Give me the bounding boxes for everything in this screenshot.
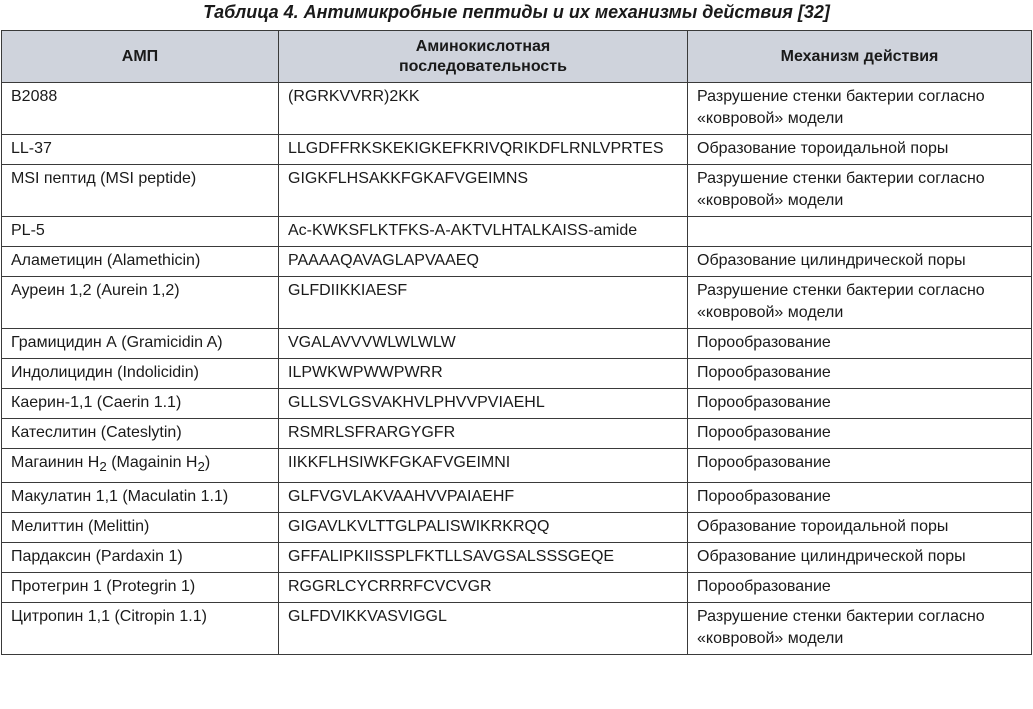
cell-amp: B2088 (2, 83, 279, 135)
cell-amp: Аламетицин (Alamethicin) (2, 247, 279, 277)
cell-amp: Макулатин 1,1 (Maculatin 1.1) (2, 483, 279, 513)
cell-sequence: GFFALIPKIISSPLFKTLLSAVGSALSSSGEQE (279, 543, 688, 573)
cell-mechanism: Образование цилиндрической поры (688, 543, 1032, 573)
table-row (2, 277, 1032, 329)
table-row (2, 329, 1032, 359)
table-row (2, 483, 1032, 513)
cell-amp: Грамицидин А (Gramicidin A) (2, 329, 279, 359)
cell-mechanism: Разрушение стенки бактерии согласно «ковровой» модели (688, 83, 1032, 135)
table-row (2, 247, 1032, 277)
cell-mechanism: Образование тороидальной поры (688, 513, 1032, 543)
cell-amp: Ауреин 1,2 (Aurein 1,2) (2, 277, 279, 329)
cell-mechanism: Разрушение стенки бактерии согласно «ковровой» модели (688, 603, 1032, 655)
cell-amp: Протегрин 1 (Protegrin 1) (2, 573, 279, 603)
cell-mechanism: Разрушение стенки бактерии согласно «ковровой» модели (688, 277, 1032, 329)
cell-mechanism: Порообразование (688, 329, 1032, 359)
table-row (2, 135, 1032, 165)
amp-table (1, 30, 1032, 655)
cell-sequence: GLFDIIKKIAESF (279, 277, 688, 329)
cell-mechanism (688, 217, 1032, 247)
header-amp: АМП (2, 31, 279, 83)
table-row (2, 359, 1032, 389)
table-row (2, 419, 1032, 449)
table-row (2, 217, 1032, 247)
cell-sequence: RGGRLCYCRRRFCVCVGR (279, 573, 688, 603)
table-row (2, 543, 1032, 573)
cell-sequence: RSMRLSFRARGYGFR (279, 419, 688, 449)
cell-sequence: GLFDVIKKVASVIGGL (279, 603, 688, 655)
cell-sequence: LLGDFFRKSKEKIGKEFKRIVQRIKDFLRNLVPRTES (279, 135, 688, 165)
table-row (2, 573, 1032, 603)
table-row (2, 83, 1032, 135)
cell-mechanism: Разрушение стенки бактерии согласно «ковровой» модели (688, 165, 1032, 217)
cell-amp: Пардаксин (Pardaxin 1) (2, 543, 279, 573)
table-row (2, 449, 1032, 483)
cell-amp: PL-5 (2, 217, 279, 247)
table-header-row (2, 31, 1032, 83)
cell-sequence: GLLSVLGSVAKHVLPHVVPVIAEHL (279, 389, 688, 419)
header-sequence: Аминокислотная последовательность (279, 31, 688, 83)
cell-sequence: Ac-KWKSFLKTFKS-A-AKTVLHTALKAISS-amide (279, 217, 688, 247)
cell-mechanism: Порообразование (688, 389, 1032, 419)
cell-mechanism: Порообразование (688, 449, 1032, 483)
table-row (2, 165, 1032, 217)
cell-sequence: VGALAVVVWLWLWLW (279, 329, 688, 359)
amp-name-part: ) (204, 454, 211, 471)
cell-sequence: PAAAAQAVAGLAPVAAEQ (279, 247, 688, 277)
cell-mechanism: Порообразование (688, 483, 1032, 513)
cell-sequence: GIGKFLHSAKKFGKAFVGEIMNS (279, 165, 688, 217)
amp-name-part: Магаинин H (11, 454, 100, 471)
cell-mechanism: Порообразование (688, 359, 1032, 389)
table-caption: Таблица 4. Антимикробные пептиды и их механизмы действия [32] (203, 2, 830, 22)
cell-amp: Катеслитин (Cateslytin) (2, 419, 279, 449)
cell-amp: Мелиттин (Melittin) (2, 513, 279, 543)
header-mechanism: Механизм действия (688, 31, 1032, 83)
cell-sequence: (RGRKVVRR)2KK (279, 83, 688, 135)
cell-amp: Каерин-1,1 (Caerin 1.1) (2, 389, 279, 419)
table-row (2, 513, 1032, 543)
cell-amp (2, 449, 279, 483)
cell-sequence: GIGAVLKVLTTGLPALISWIKRKRQQ (279, 513, 688, 543)
cell-amp: LL-37 (2, 135, 279, 165)
table-row (2, 389, 1032, 419)
cell-mechanism: Порообразование (688, 419, 1032, 449)
cell-mechanism: Порообразование (688, 573, 1032, 603)
amp-name-part: (Magainin H (106, 454, 198, 471)
subscript: 2 (197, 459, 205, 475)
cell-amp: MSI пептид (MSI peptide) (2, 165, 279, 217)
table-row (2, 603, 1032, 655)
cell-mechanism: Образование цилиндрической поры (688, 247, 1032, 277)
cell-sequence: GLFVGVLAKVAAHVVPAIAEHF (279, 483, 688, 513)
cell-sequence: IIKKFLHSIWKFGKAFVGEIMNI (279, 449, 688, 483)
subscript: 2 (99, 459, 107, 475)
cell-amp: Индолицидин (Indolicidin) (2, 359, 279, 389)
cell-sequence: ILPWKWPWWPWRR (279, 359, 688, 389)
cell-amp: Цитропин 1,1 (Citropin 1.1) (2, 603, 279, 655)
cell-mechanism: Образование тороидальной поры (688, 135, 1032, 165)
